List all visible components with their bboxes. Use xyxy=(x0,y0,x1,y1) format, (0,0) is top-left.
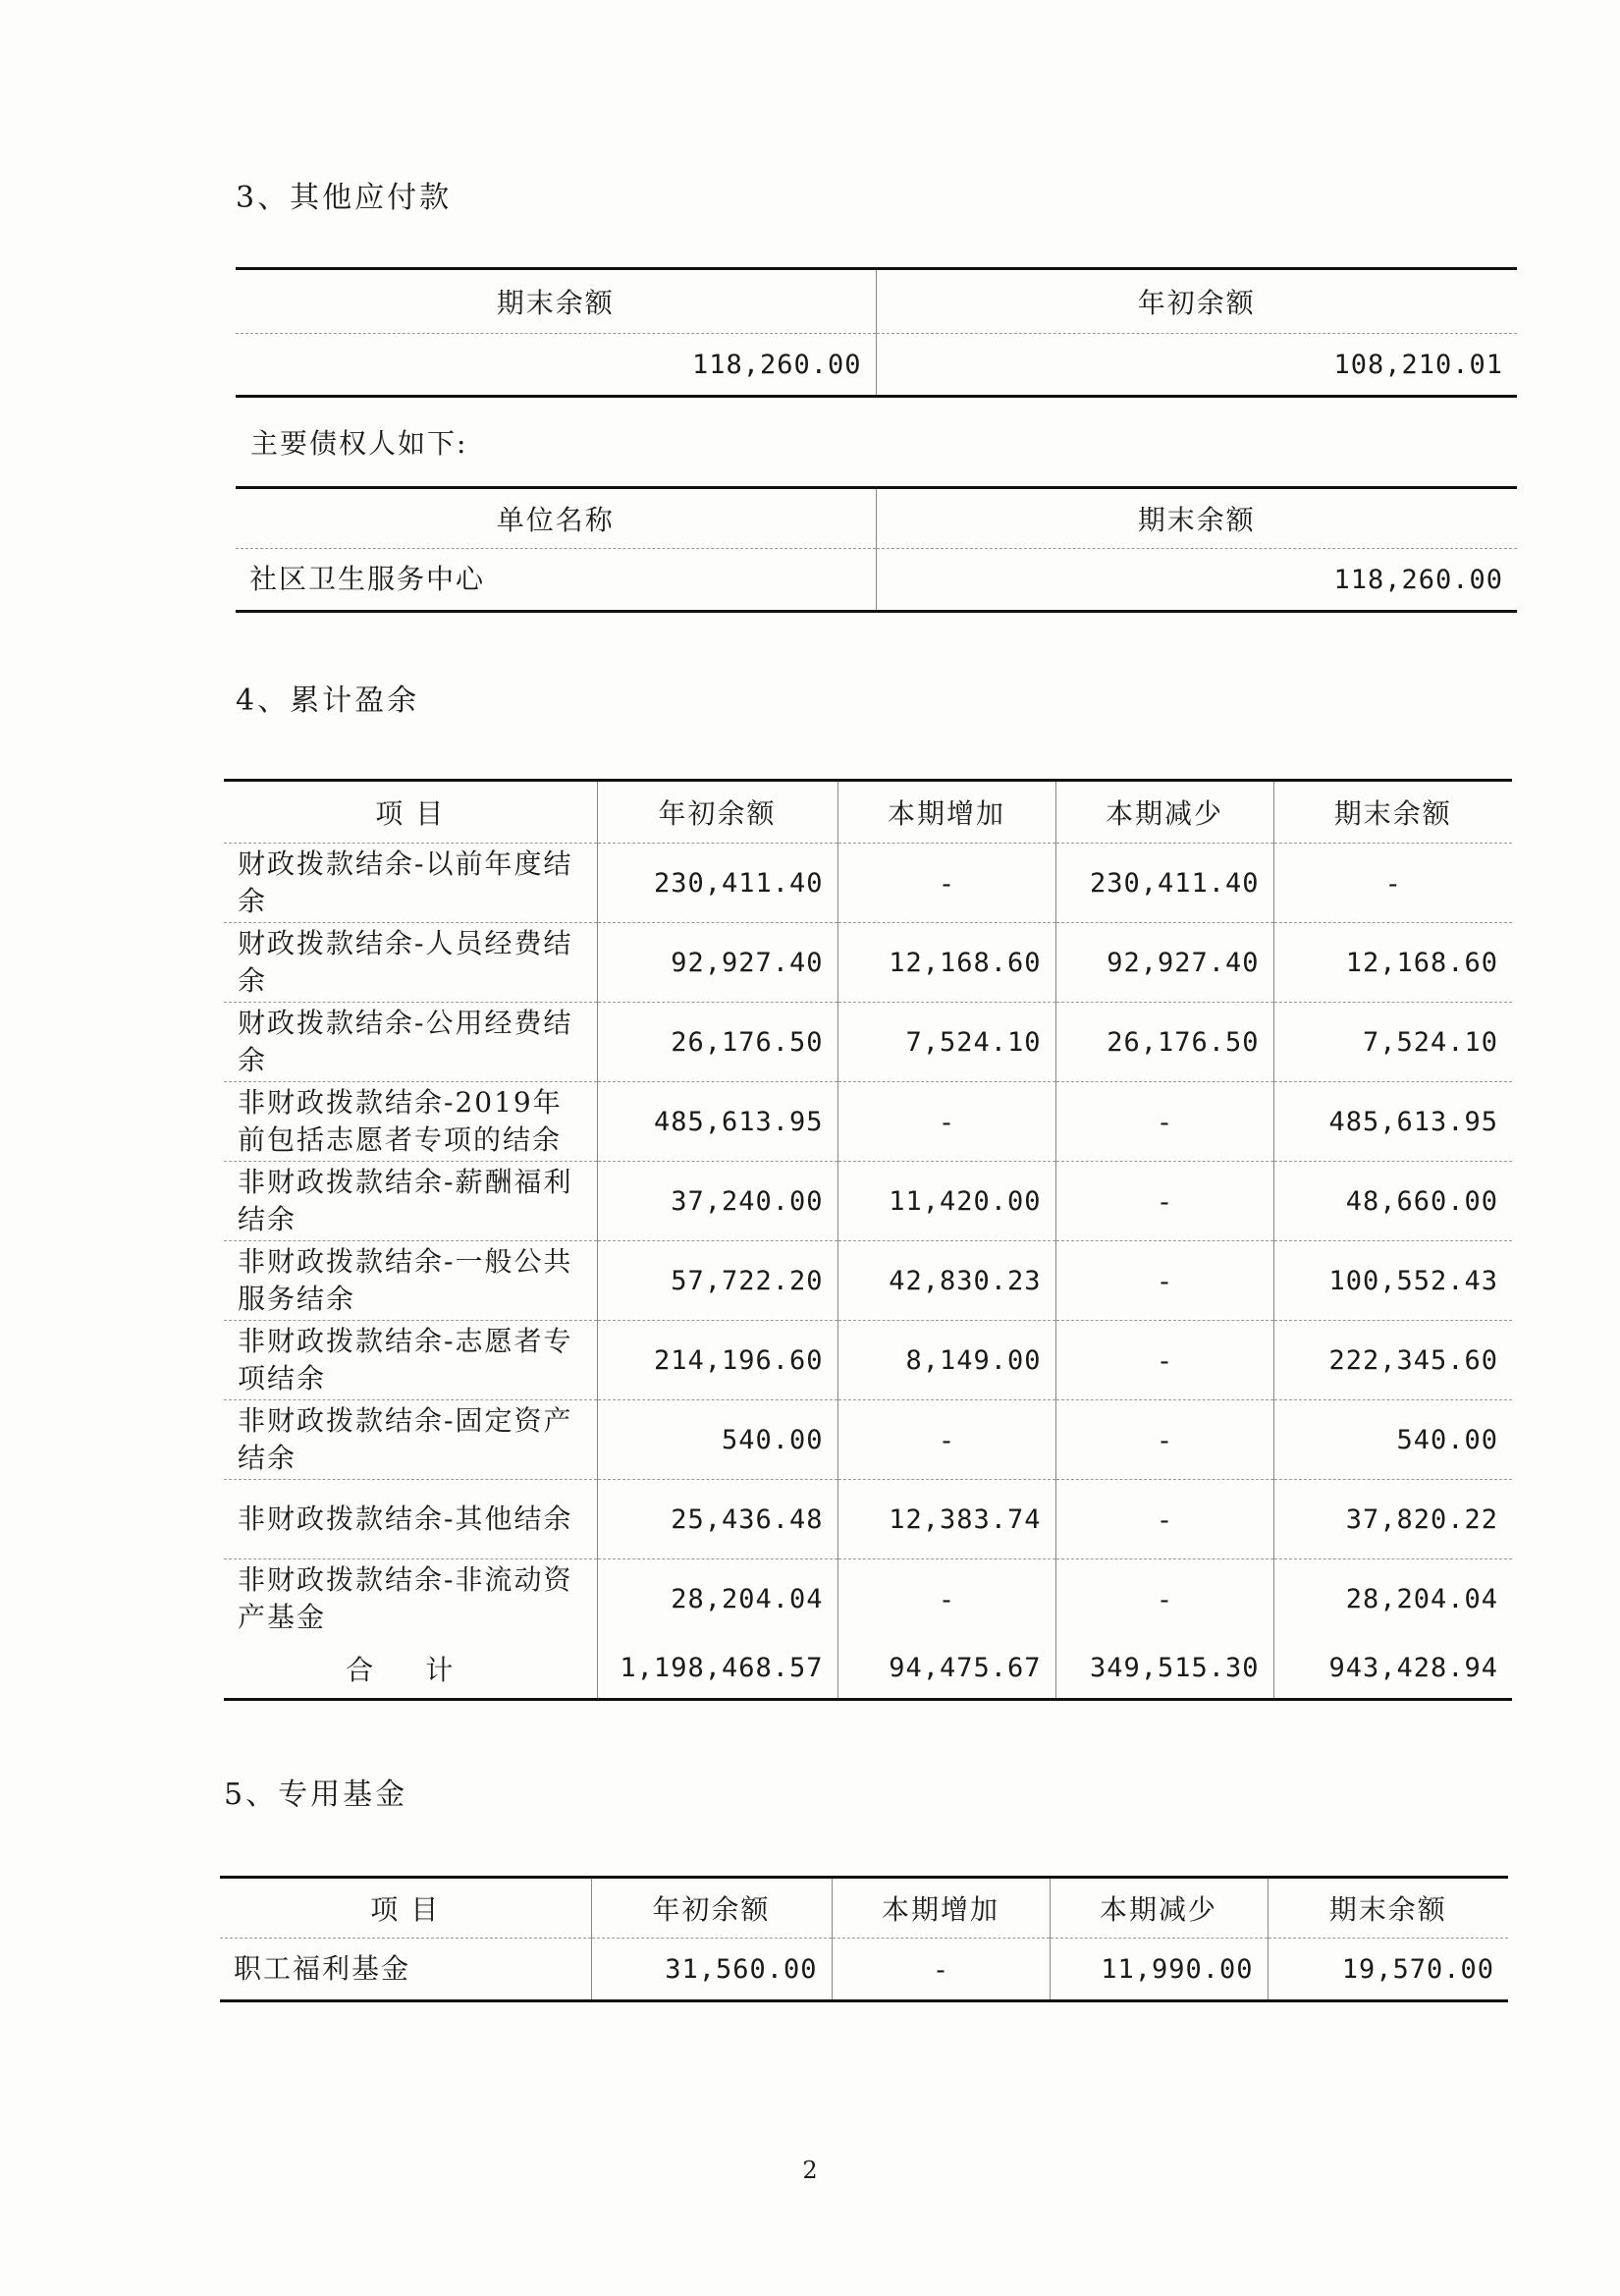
header-begin: 年初余额 xyxy=(591,1878,832,1939)
total-row xyxy=(224,1639,1512,1700)
table-row xyxy=(224,1003,1512,1082)
table-row xyxy=(224,1321,1512,1400)
row-item: 非财政拨款结余-志愿者专项结余 xyxy=(224,1321,597,1400)
ending-balance-value: 118,260.00 xyxy=(691,349,862,380)
fund-decrease: 11,990.00 xyxy=(1050,1939,1268,2001)
row-item: 财政拨款结余-人员经费结余 xyxy=(224,923,597,1003)
section3-title: 3、其他应付款 xyxy=(236,181,453,215)
row-decrease: 230,411.40 xyxy=(1055,844,1273,923)
row-decrease: - xyxy=(1055,1400,1273,1480)
fund-end: 19,570.00 xyxy=(1268,1939,1508,2001)
row-end: 222,345.60 xyxy=(1273,1321,1512,1400)
header-item: 项 目 xyxy=(224,781,597,844)
table-row xyxy=(220,1939,1508,2001)
header-creditor-ending: 期末余额 xyxy=(876,488,1517,549)
row-increase: 42,830.23 xyxy=(837,1241,1055,1321)
total-label: 合 计 xyxy=(346,1653,475,1686)
row-end: 485,613.95 xyxy=(1273,1082,1512,1162)
table-row xyxy=(224,1082,1512,1162)
creditor-amount: 118,260.00 xyxy=(876,549,1517,612)
row-decrease: - xyxy=(1055,1321,1273,1400)
total-increase: 94,475.67 xyxy=(837,1639,1055,1700)
row-begin: 37,240.00 xyxy=(597,1162,837,1241)
row-increase: 7,524.10 xyxy=(837,1003,1055,1082)
row-begin: 28,204.04 xyxy=(597,1559,837,1639)
header-decrease: 本期减少 xyxy=(1055,781,1273,844)
total-decrease: 349,515.30 xyxy=(1055,1639,1273,1700)
section4-title: 4、累计盈余 xyxy=(236,683,420,718)
creditors-table xyxy=(236,486,1517,613)
row-end: - xyxy=(1273,844,1512,923)
row-item: 非财政拨款结余-一般公共服务结余 xyxy=(224,1241,597,1321)
row-item: 非财政拨款结余-非流动资产基金 xyxy=(238,1563,573,1634)
table-row xyxy=(224,1400,1512,1480)
row-increase: - xyxy=(837,1082,1055,1162)
row-begin: 26,176.50 xyxy=(597,1003,837,1082)
header-item: 项 目 xyxy=(220,1878,591,1939)
table-row xyxy=(224,1162,1512,1241)
row-increase: 12,383.74 xyxy=(837,1480,1055,1559)
row-begin: 540.00 xyxy=(597,1400,837,1480)
header-increase: 本期增加 xyxy=(837,781,1055,844)
row-decrease: - xyxy=(1055,1162,1273,1241)
table-row xyxy=(224,1559,1512,1639)
row-end: 540.00 xyxy=(1273,1400,1512,1480)
row-begin: 92,927.40 xyxy=(597,923,837,1003)
row-item: 非财政拨款结余-其他结余 xyxy=(224,1480,597,1559)
row-increase: - xyxy=(837,844,1055,923)
table-row xyxy=(224,844,1512,923)
row-end: 28,204.04 xyxy=(1273,1559,1512,1639)
row-end: 37,820.22 xyxy=(1273,1480,1512,1559)
table-row xyxy=(236,549,1517,612)
section5-title: 5、专用基金 xyxy=(224,1777,408,1812)
accumulated-surplus-table xyxy=(224,779,1512,1701)
header-end: 期末余额 xyxy=(1273,781,1512,844)
row-begin: 214,196.60 xyxy=(597,1321,837,1400)
row-increase: - xyxy=(837,1400,1055,1480)
header-unit-name: 单位名称 xyxy=(236,488,876,549)
total-end: 943,428.94 xyxy=(1273,1639,1512,1700)
row-begin: 485,613.95 xyxy=(597,1082,837,1162)
creditor-name: 社区卫生服务中心 xyxy=(249,563,486,595)
row-increase: - xyxy=(837,1559,1055,1639)
header-begin: 年初余额 xyxy=(597,781,837,844)
row-end: 48,660.00 xyxy=(1273,1162,1512,1241)
header-decrease: 本期减少 xyxy=(1050,1878,1268,1939)
other-payables-table xyxy=(236,267,1517,398)
row-item: 非财政拨款结余-2019年前包括志愿者专项的结余 xyxy=(224,1082,597,1162)
row-end: 7,524.10 xyxy=(1273,1003,1512,1082)
row-begin: 230,411.40 xyxy=(597,844,837,923)
table-row xyxy=(224,1241,1512,1321)
row-decrease: - xyxy=(1055,1559,1273,1639)
row-begin: 57,722.20 xyxy=(597,1241,837,1321)
fund-begin: 31,560.00 xyxy=(591,1939,832,2001)
row-decrease: 92,927.40 xyxy=(1055,923,1273,1003)
row-increase: 11,420.00 xyxy=(837,1162,1055,1241)
row-decrease: - xyxy=(1055,1480,1273,1559)
row-increase: 8,149.00 xyxy=(837,1321,1055,1400)
header-end: 期末余额 xyxy=(1268,1878,1508,1939)
row-decrease: - xyxy=(1055,1082,1273,1162)
row-item: 非财政拨款结余-薪酬福利结余 xyxy=(224,1162,597,1241)
row-begin: 25,436.48 xyxy=(597,1480,837,1559)
header-ending-balance: 期末余额 xyxy=(236,269,876,334)
creditor-note: 主要债权人如下: xyxy=(250,427,468,460)
header-increase: 本期增加 xyxy=(832,1878,1050,1939)
row-item: 财政拨款结余-以前年度结余 xyxy=(224,844,597,923)
row-decrease: - xyxy=(1055,1241,1273,1321)
row-decrease: 26,176.50 xyxy=(1055,1003,1273,1082)
table-row xyxy=(224,1480,1512,1559)
total-begin: 1,198,468.57 xyxy=(597,1639,837,1700)
fund-increase: - xyxy=(832,1939,1050,2001)
opening-balance-value: 108,210.01 xyxy=(876,334,1517,397)
row-end: 100,552.43 xyxy=(1273,1241,1512,1321)
row-increase: 12,168.60 xyxy=(837,923,1055,1003)
row-item: 非财政拨款结余-固定资产结余 xyxy=(224,1400,597,1480)
fund-item: 职工福利基金 xyxy=(234,1952,411,1985)
table-row xyxy=(224,923,1512,1003)
header-opening-balance: 年初余额 xyxy=(876,269,1517,334)
special-fund-table xyxy=(220,1876,1508,2002)
row-end: 12,168.60 xyxy=(1273,923,1512,1003)
row-item: 财政拨款结余-公用经费结余 xyxy=(224,1003,597,1082)
page-number: 2 xyxy=(802,2157,818,2184)
